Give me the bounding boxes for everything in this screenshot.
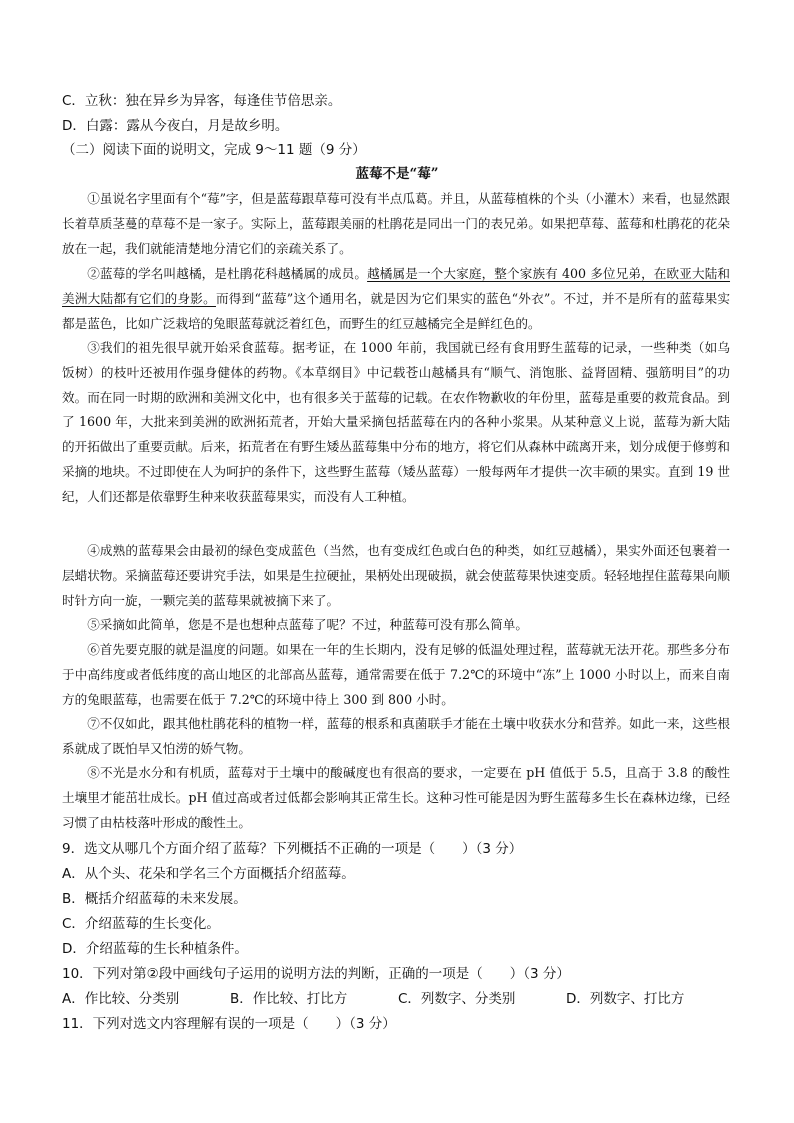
paragraph-4: ④成熟的蓝莓果会由最初的绿色变成蓝色（当然，也有变成红色或白色的种类，如红豆越橘），果实外面还包裹着一层蜡状物。采摘蓝莓还要讲究手法，如果是生拉硬扯，果柄处出现破损，就会使蓝莓果快速变质。轻轻地捏住蓝莓果向顺时针方向一旋，一颗完美的蓝莓果就被摘下来了。	[62, 543, 730, 608]
question-9-option-b[interactable]: B．概括介绍蓝莓的未来发展。	[62, 891, 247, 907]
prev-option-c: C．立秋：独在异乡为异客，每逢佳节倍思亲。	[62, 93, 342, 109]
paragraph-7: ⑦不仅如此，跟其他杜鹃花科的植物一样，蓝莓的根系和真菌联手才能在土壤中收获水分和营养。如此一来，这些根系就成了既怕旱又怕涝的娇气物。	[62, 716, 730, 756]
prev-option-d: D．白露：露从今夜白，月是故乡明。	[62, 118, 289, 134]
paragraph-2	[62, 262, 730, 336]
question-10-option-b[interactable]: B．作比较、打比方	[230, 991, 348, 1007]
paragraph-6: ⑥首先要克服的就是温度的问题。如果在一年的生长期内，没有足够的低温处理过程，蓝莓就无法开花。那些多分布于中高纬度或者低纬度的高山地区的北部高丛蓝莓，通常需要在低于 7.2℃的环境中“冻”上 1000 小时以上，而来自南方的兔眼蓝莓，也需要在低于 7.2℃的环境中待上 300 到 800 小时。	[62, 642, 730, 707]
question-10-option-a[interactable]: A．作比较、分类别	[62, 991, 180, 1007]
question-10-option-c[interactable]: C．列数字、分类别	[398, 991, 516, 1007]
paragraph-2-start: ②蓝莓的学名叫越橘，是杜鹃花科越橘属的成员。	[87, 266, 368, 281]
underlined-sentence: 越橘属是一个大家庭，整个家族有 400 多位兄弟，在欧亚大陆和美洲大陆都有它们的身影。	[62, 266, 731, 306]
paragraph-8: ⑧不光是水分和有机质，蓝莓对于土壤中的酸碱度也有很高的要求，一定要在 pH 值低于 5.5，且高于 3.8 的酸性土壤里才能茁壮成长。pH 值过高或者过低都会影响其正常生长。这种习性可能是因为野生蓝莓多生长在森林边缘，已经习惯了由枯枝落叶形成的酸性土。	[62, 765, 730, 830]
question-9-option-d[interactable]: D．介绍蓝莓的生长种植条件。	[62, 941, 248, 957]
question-9-option-c[interactable]: C．介绍蓝莓的生长变化。	[62, 916, 220, 932]
question-11-stem: 11．下列对选文内容理解有误的一项是（ ）（3 分）	[62, 1016, 396, 1032]
question-10-options	[62, 990, 742, 1008]
paragraph-3: ③我们的祖先很早就开始采食蓝莓。据考证，在 1000 年前，我国就已经有食用野生蓝莓的记录，一些种类（如乌饭树）的枝叶还被用作强身健体的药物。《本草纲目》中记载苍山越橘具有“顺气、消饱胀、益肾固精、强筋明目”的功效。而在同一时期的欧洲和美洲文化中，也有很多关于蓝莓的记载。在农作物歉收的年份里，蓝莓是重要的救荒食品。到了 1600 年，大批来到美洲的欧洲拓荒者，开始大量采摘包括蓝莓在内的各种小浆果。从某种意义上说，蓝莓为新大陆的开拓做出了重要贡献。后来，拓荒者在有野生矮丛蓝莓集中分布的地方，将它们从森林中疏离开来，划分成便于修剪和采摘的地块。不过即使在人为呵护的条件下，这些野生蓝莓（矮丛蓝莓）一般每两年才提供一次丰硕的果实。直到 19 世纪，人们还都是依靠野生种来收获蓝莓果实，而没有人工种植。	[62, 340, 730, 504]
article-title: 蓝莓不是“莓”	[355, 166, 439, 182]
question-10-stem: 10．下列对第②段中画线句子运用的说明方法的判断，正确的一项是（ ）（3 分）	[62, 966, 570, 982]
paragraph-5: ⑤采摘如此简单，您是不是也想种点蓝莓了呢？不过，种蓝莓可没有那么简单。	[87, 617, 528, 632]
paragraph-2-end: 而得到“蓝莓”这个通用名，就是因为它们果实的蓝色“外衣”。不过，并不是所有的蓝莓果实都是蓝色，比如广泛栽培的兔眼蓝莓就泛着红色，而野生的红豆越橘完全是鲜红色的。	[62, 290, 730, 331]
paragraph-1: ①虽说名字里面有个“莓”字，但是蓝莓跟草莓可没有半点瓜葛。并且，从蓝莓植株的个头（小灌木）来看，也显然跟长着草质茎蔓的草莓不是一家子。实际上，蓝莓跟美丽的杜鹃花是同出一门的表兄弟。如果把草莓、蓝莓和杜鹃花的花朵放在一起，我们就能清楚地分清它们的亲疏关系了。	[62, 191, 730, 256]
question-10-option-d[interactable]: D．列数字、打比方	[566, 991, 685, 1007]
question-9-stem: 9．选文从哪几个方面介绍了蓝莓？下列概括不正确的一项是（ ）（3 分）	[62, 841, 523, 857]
section-heading: （二）阅读下面的说明文，完成 9～11 题（9 分）	[62, 142, 366, 158]
question-9-option-a[interactable]: A．从个头、花朵和学名三个方面概括介绍蓝莓。	[62, 866, 355, 882]
